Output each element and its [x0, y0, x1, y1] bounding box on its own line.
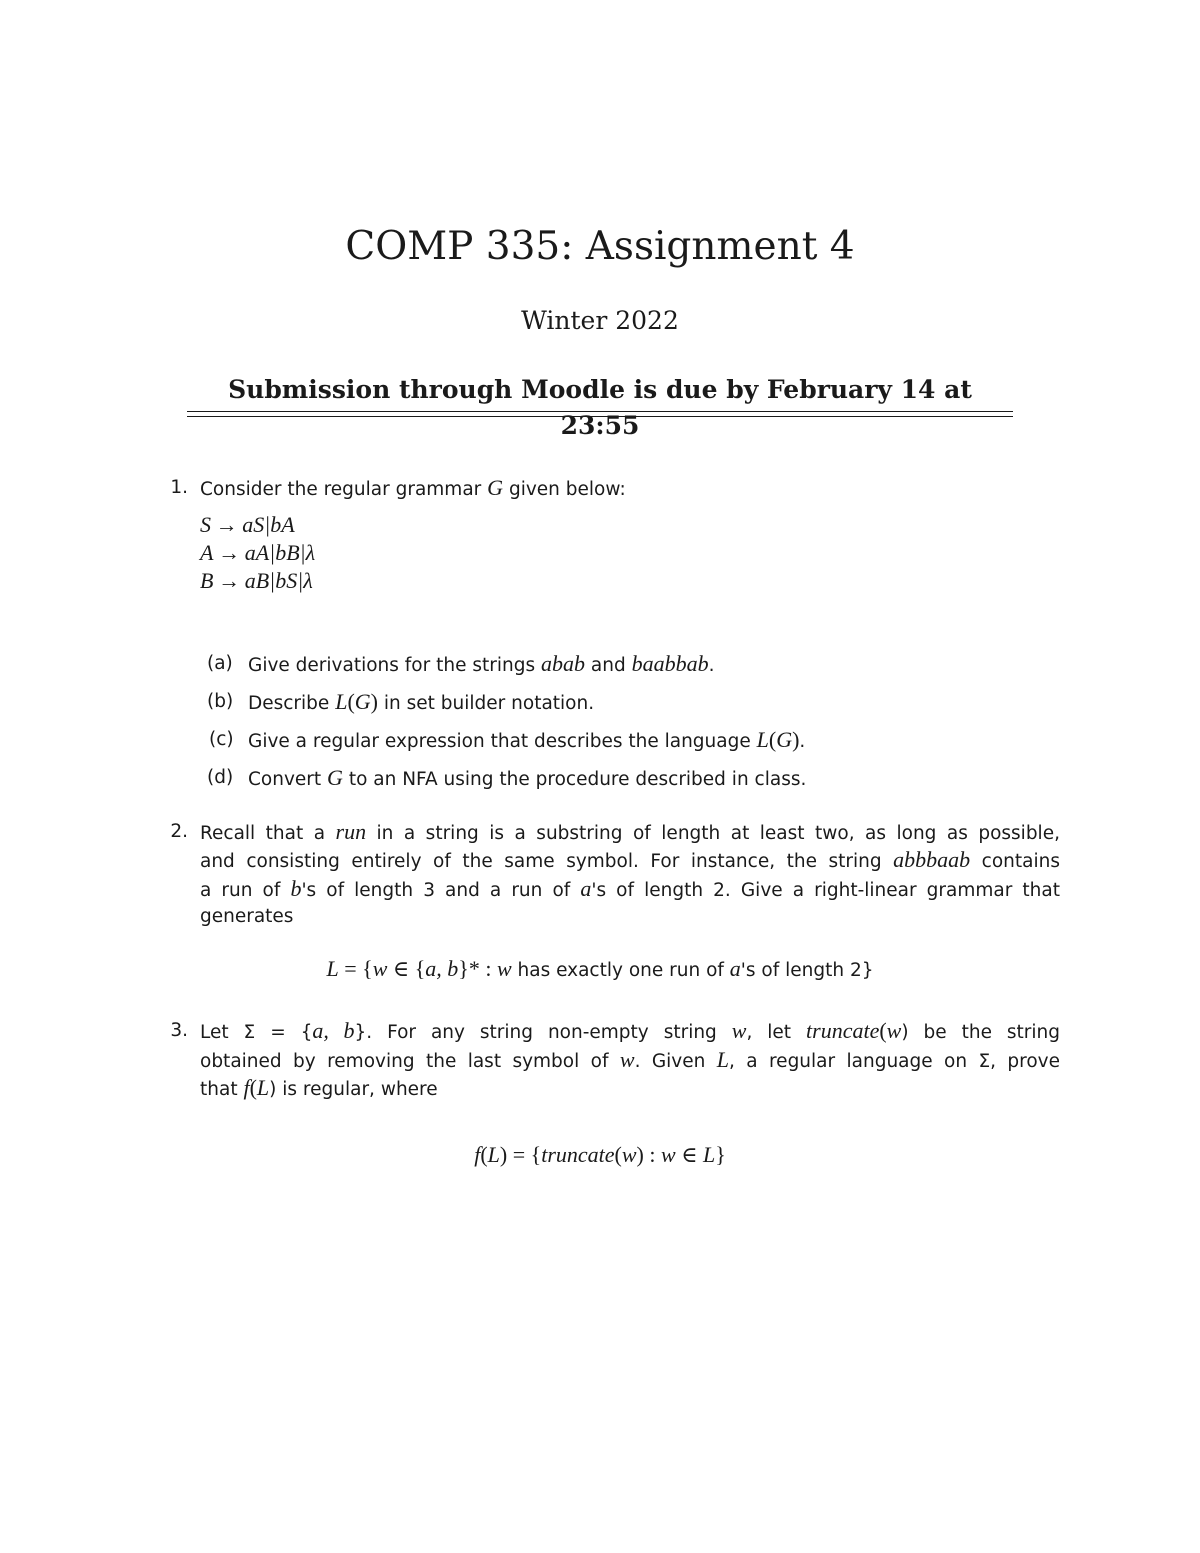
part-label: (d) [207, 767, 234, 788]
part-d-text: Convert G to an NFA using the procedure described in class. [248, 765, 807, 790]
question-number: 3. [170, 1020, 188, 1041]
question-1-intro: Consider the regular grammar G given below: [200, 475, 626, 500]
question-2-line: a run of b's of length 3 and a run of a's of length 2. Give a right-linear grammar that [200, 876, 1060, 901]
part-label: (c) [209, 729, 234, 750]
divider-bottom [187, 416, 1013, 417]
question-3-line: Let Σ = {a, b}. For any string non-empty string w, let truncate(w) be the string [200, 1018, 1061, 1043]
part-label: (b) [207, 691, 234, 712]
term-label: Winter 2022 [521, 306, 679, 335]
grammar-rule: B → aB|bS|λ [200, 568, 313, 593]
question-2-line: generates [200, 906, 294, 927]
part-a-text: Give derivations for the strings abab and baabbab. [248, 651, 715, 676]
question-number: 2. [170, 821, 188, 842]
truncate-function-equation: f(L) = {truncate(w) : w ∈ L} [474, 1142, 726, 1167]
question-2-line: Recall that a run in a string is a substring of length at least two, as long as possible, [200, 819, 1060, 844]
due-date-heading: Submission through Moodle is due by February 14 at 23:55 [228, 375, 972, 440]
question-3-line: obtained by removing the last symbol of w. Given L, a regular language on Σ, prove [200, 1047, 1060, 1072]
part-label: (a) [207, 653, 233, 674]
part-c-text: Give a regular expression that describes the language L(G). [248, 727, 806, 752]
grammar-rule: A → aA|bB|λ [200, 540, 316, 565]
language-definition-equation: L = {w ∈ {a, b}* : w has exactly one run of a's of length 2} [326, 956, 874, 981]
question-number: 1. [170, 477, 188, 498]
question-2-line: and consisting entirely of the same symbol. For instance, the string abbbaab contains [200, 847, 1060, 872]
divider-top [187, 411, 1013, 412]
question-3-line: that f(L) is regular, where [200, 1075, 438, 1100]
page-title: COMP 335: Assignment 4 [345, 224, 855, 269]
grammar-rule: S → aS|bA [200, 512, 295, 537]
part-b-text: Describe L(G) in set builder notation. [248, 689, 595, 714]
